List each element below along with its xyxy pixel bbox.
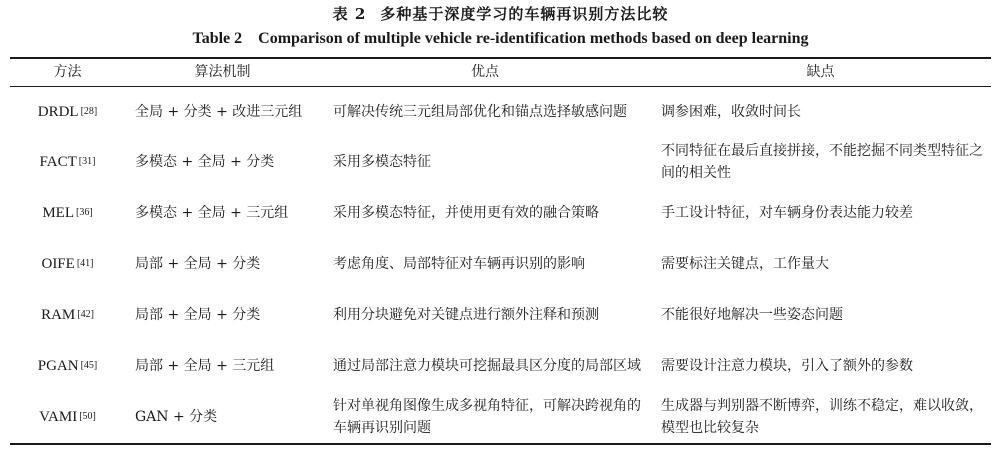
method-cell (10, 290, 125, 340)
header-pros: 优点 (471, 64, 499, 80)
cons-text: 生成器与判别器不断博弈，训练不稳定，难以收敛，模型也比较复杂 (661, 398, 983, 436)
table-row (10, 392, 991, 442)
method-name: FACT (39, 154, 77, 170)
reference-mark: [31] (78, 156, 96, 167)
table-number-en: Table 2 (192, 30, 243, 47)
table-row (10, 341, 991, 391)
algorithm-text: 全局 + 分类 + 改进三元组 (135, 104, 303, 120)
method-cell (10, 341, 125, 391)
table-number-cn: 表 2 (332, 5, 367, 23)
method-cell (10, 239, 125, 289)
table-bottom-rule (10, 443, 991, 445)
algorithm-cell (135, 392, 325, 442)
table-row (10, 290, 991, 340)
pros-cell (333, 392, 643, 442)
algorithm-text: 多模态 + 全局 + 分类 (135, 154, 275, 170)
table-row (10, 137, 991, 187)
algorithm-text: 局部 + 全局 + 三元组 (135, 358, 275, 374)
header-method: 方法 (53, 64, 82, 80)
method-name: MEL (42, 205, 74, 221)
algorithm-cell (135, 87, 325, 137)
pros-text: 采用多模态特征 (333, 154, 431, 170)
algorithm-cell (135, 188, 325, 238)
algorithm-text: GAN + 分类 (135, 409, 218, 425)
method-name: RAM (41, 307, 76, 323)
cons-text: 调参困难，收敛时间长 (661, 104, 801, 120)
algorithm-text: 多模态 + 全局 + 三元组 (135, 205, 289, 221)
pros-text: 针对单视角图像生成多视角特征，可解决跨视角的车辆再识别问题 (333, 398, 641, 436)
algorithm-text: 局部 + 全局 + 分类 (135, 307, 261, 323)
table-row (10, 188, 991, 238)
method-name: DRDL (37, 104, 79, 120)
method-name: VAMI (39, 409, 78, 425)
pros-cell (333, 341, 643, 391)
algorithm-text: 局部 + 全局 + 分类 (135, 256, 261, 272)
reference-mark: [41] (76, 258, 94, 269)
pros-text: 通过局部注意力模块可挖掘最具区分度的局部区域 (333, 358, 641, 374)
method-name: PGAN (37, 358, 79, 374)
table-row (10, 87, 991, 137)
cons-text: 手工设计特征，对车辆身份表达能力较差 (661, 205, 913, 221)
pros-cell (333, 188, 643, 238)
table-caption-english (0, 29, 1001, 49)
pros-text: 可解决传统三元组局部优化和锚点选择敏感问题 (333, 104, 627, 120)
algorithm-cell (135, 137, 325, 187)
cons-cell (661, 341, 991, 391)
method-cell (10, 87, 125, 137)
algorithm-cell (135, 239, 325, 289)
pros-cell (333, 290, 643, 340)
table-title-cn: 多种基于深度学习的车辆再识别方法比较 (380, 5, 669, 23)
cons-text: 不能很好地解决一些姿态问题 (661, 307, 843, 323)
pros-text: 考虑角度、局部特征对车辆再识别的影响 (333, 256, 585, 272)
reference-mark: [36] (76, 207, 93, 218)
cons-text: 需要标注关键点，工作量大 (661, 256, 829, 272)
pros-cell (333, 137, 643, 187)
pros-cell (333, 87, 643, 137)
cons-cell (661, 290, 991, 340)
cons-cell (661, 392, 991, 442)
cons-cell (661, 239, 991, 289)
table-caption-chinese (0, 4, 1001, 24)
algorithm-cell (135, 290, 325, 340)
pros-cell (333, 239, 643, 289)
method-cell (10, 188, 125, 238)
reference-mark: [45] (80, 360, 98, 371)
table-title-en: Comparison of multiple vehicle re-identification methods based on deep learning (258, 30, 809, 47)
method-name: OIFE (41, 256, 75, 272)
cons-text: 需要设计注意力模块，引入了额外的参数 (661, 358, 913, 374)
cons-cell (661, 87, 991, 137)
cons-text: 不同特征在最后直接拼接，不能挖掘不同类型特征之间的相关性 (661, 143, 983, 181)
header-algorithm: 算法机制 (194, 64, 251, 80)
pros-text: 采用多模态特征，并使用更有效的融合策略 (333, 205, 599, 221)
reference-mark: [28] (80, 106, 98, 117)
pros-text: 利用分块避免对关键点进行额外注释和预测 (333, 307, 599, 323)
cons-cell (661, 137, 991, 187)
method-cell (10, 392, 125, 442)
cons-cell (661, 188, 991, 238)
header-cons: 缺点 (806, 64, 835, 80)
algorithm-cell (135, 341, 325, 391)
table-row (10, 239, 991, 289)
reference-mark: [50] (79, 411, 96, 422)
method-cell (10, 137, 125, 187)
reference-mark: [42] (77, 309, 94, 320)
